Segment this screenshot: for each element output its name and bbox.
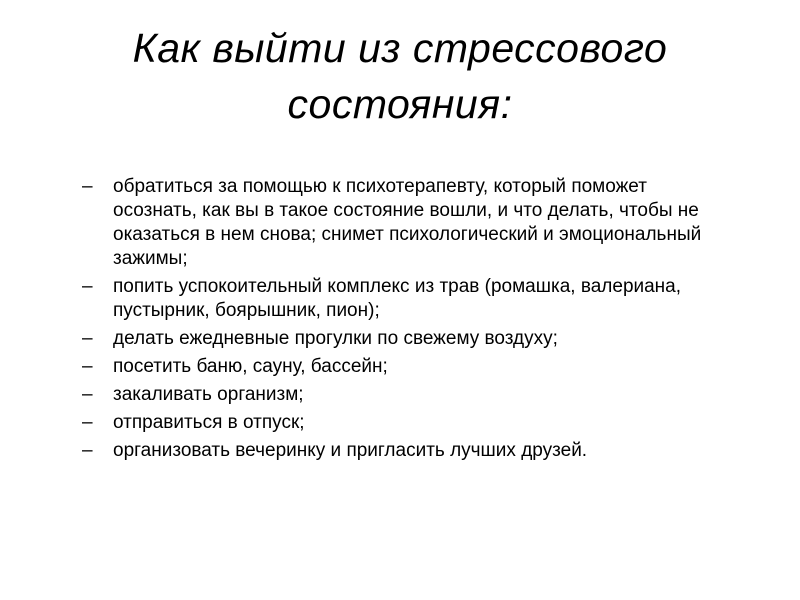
bullet-text: обратиться за помощью к психотерапевту, который поможет осознать, как вы в такое состояние вошли, и что делать, чтобы не оказаться в нем снова; снимет психологический и эмоциональный зажимы; bbox=[113, 176, 702, 269]
bullet-dash: – bbox=[82, 384, 93, 405]
bullet-text: отправиться в отпуск; bbox=[113, 412, 305, 433]
bullet-item bbox=[82, 383, 722, 407]
bullet-dash: – bbox=[82, 276, 93, 297]
bullet-item bbox=[82, 355, 722, 379]
bullet-item bbox=[82, 439, 722, 463]
bullet-text: делать ежедневные прогулки по свежему воздуху; bbox=[113, 328, 558, 349]
title-line-1: Как выйти из стрессового bbox=[132, 25, 668, 71]
bullet-list bbox=[82, 175, 722, 467]
bullet-dash: – bbox=[82, 412, 93, 433]
slide-title bbox=[60, 20, 740, 132]
bullet-item bbox=[82, 175, 722, 271]
bullet-dash: – bbox=[82, 176, 93, 197]
bullet-text: посетить баню, сауну, бассейн; bbox=[113, 356, 388, 377]
bullet-text: организовать вечеринку и пригласить лучших друзей. bbox=[113, 440, 588, 461]
bullet-item bbox=[82, 411, 722, 435]
bullet-text: попить успокоительный комплекс из трав (ромашка, валериана, пустырник, боярышник, пион); bbox=[113, 276, 682, 321]
title-line-2: состояния: bbox=[287, 81, 513, 127]
bullet-dash: – bbox=[82, 356, 93, 377]
bullet-dash: – bbox=[82, 328, 93, 349]
bullet-item bbox=[82, 275, 722, 323]
bullet-text: закаливать организм; bbox=[113, 384, 304, 405]
bullet-item bbox=[82, 327, 722, 351]
bullet-dash: – bbox=[82, 440, 93, 461]
